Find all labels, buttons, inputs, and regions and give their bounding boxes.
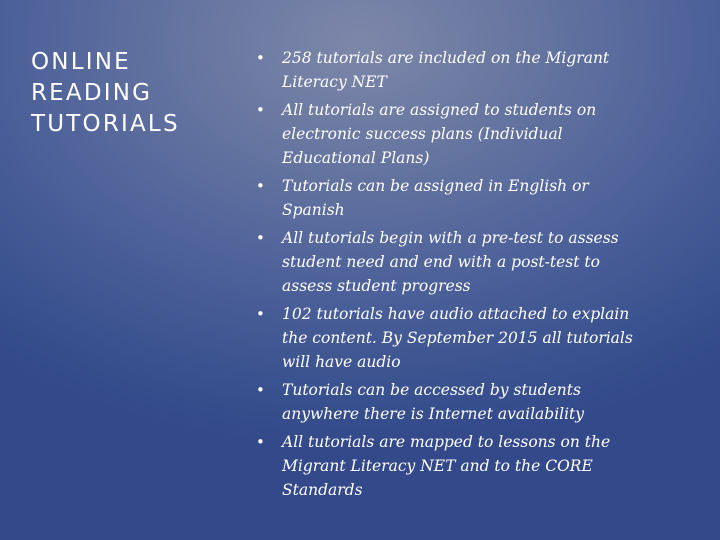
bullet-dot-icon: • (256, 101, 265, 119)
slide-title (31, 47, 236, 140)
bullet-text: All tutorials are assigned to students on electronic success plans (Individual Educational Plans) (282, 101, 597, 167)
bullet-text: All tutorials begin with a pre-test to assess student need and end with a post-test to assess student progress (282, 229, 619, 295)
bullet-dot-icon: • (256, 229, 265, 247)
title-line-3: TUTORIALS (31, 111, 180, 137)
bullet-text: Tutorials can be accessed by students anywhere there is Internet availability (282, 381, 585, 423)
bullet-dot-icon: • (256, 381, 265, 399)
title-line-2: READING (31, 80, 153, 106)
bullet-item (256, 98, 636, 170)
title-line-1: ONLINE (31, 49, 131, 75)
bullet-text: 258 tutorials are included on the Migrant Literacy NET (282, 49, 610, 91)
bullet-item (256, 378, 636, 426)
bullet-item (256, 430, 636, 502)
bullet-text: 102 tutorials have audio attached to explain the content. By September 2015 all tutorials will have audio (282, 305, 633, 371)
bullet-item (256, 46, 636, 94)
bullet-dot-icon: • (256, 305, 265, 323)
bullet-dot-icon: • (256, 49, 265, 67)
bullet-text: All tutorials are mapped to lessons on the Migrant Literacy NET and to the CORE Standards (282, 433, 611, 499)
bullet-item (256, 174, 636, 222)
bullet-dot-icon: • (256, 177, 265, 195)
bullet-list (256, 46, 636, 506)
bullet-item (256, 302, 636, 374)
bullet-item (256, 226, 636, 298)
bullet-text: Tutorials can be assigned in English or Spanish (282, 177, 589, 219)
bullet-dot-icon: • (256, 433, 265, 451)
